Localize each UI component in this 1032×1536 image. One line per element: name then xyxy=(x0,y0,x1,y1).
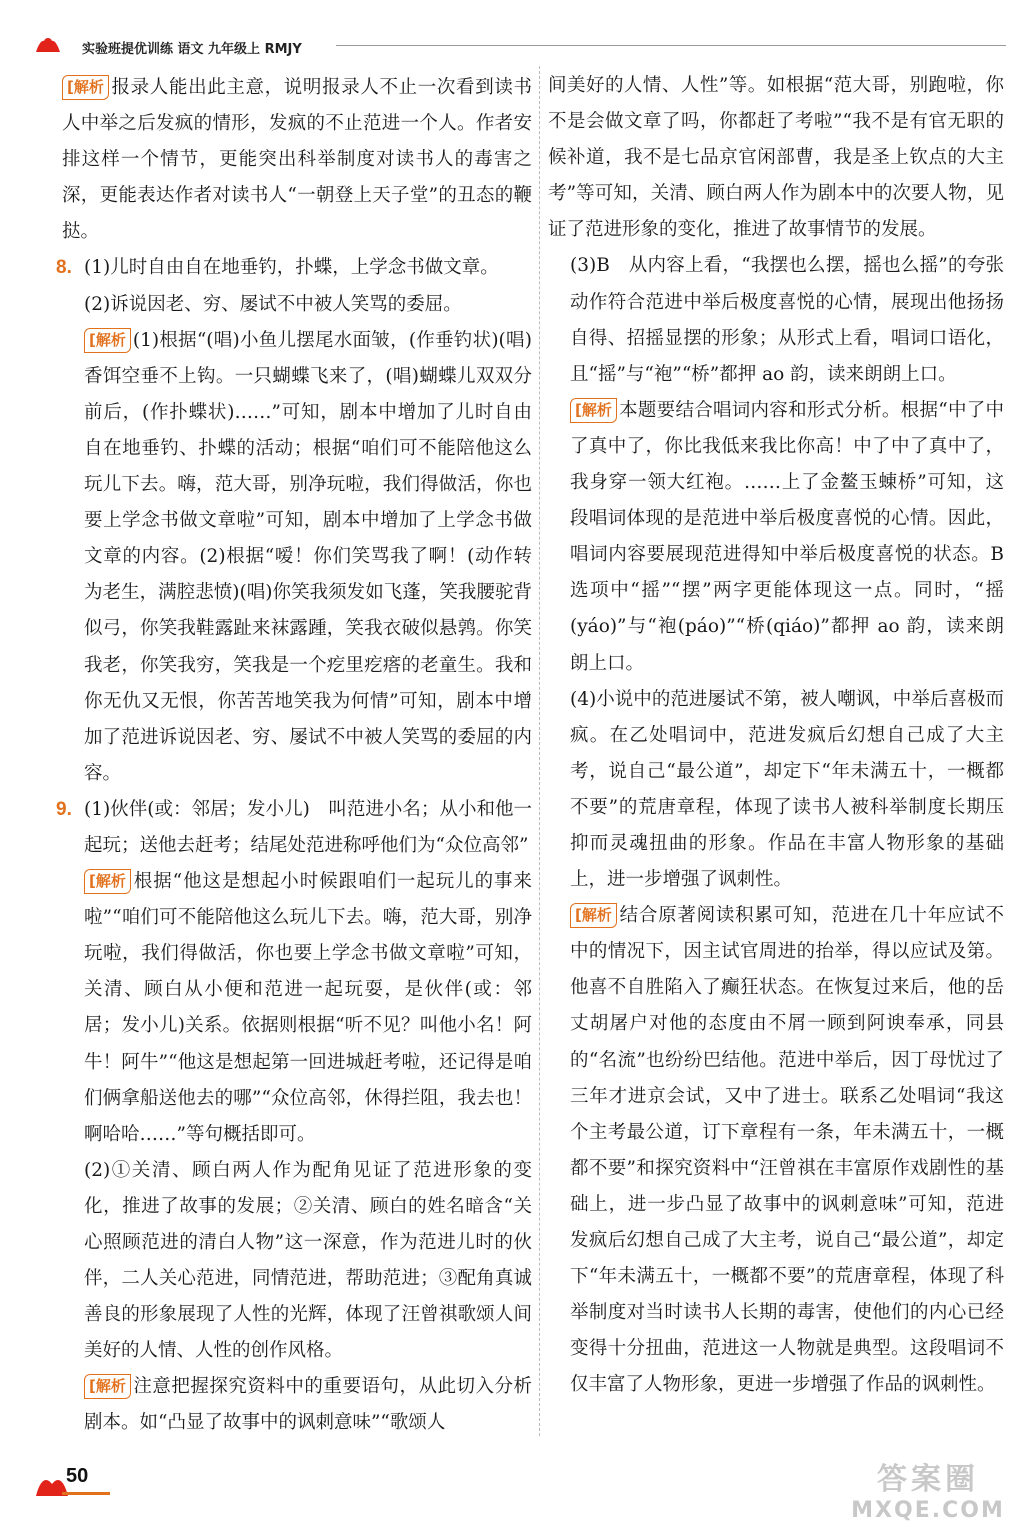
left-column xyxy=(56,70,532,1442)
answer-9-4: (4)小说中的范进屡试不第，被人嘲讽，中举后喜极而疯。在乙处唱词中，范进发疯后幻想自己成了大主考，说自己“最公道”，却定下“年未满五十，一概都不要”的荒唐章程，体现了读书人被科举制度长期压抑而灵魂扭曲的形象。作品在丰富人物形象的基础上，进一步增强了讽刺性。 xyxy=(570,688,1004,891)
analysis-paragraph: [解析 本题要结合唱词内容和形式分析。根据“中了中了真中了，你比我低来我比你高！中了中了真中了，我身穿一领大红袍。……上了金鳌玉蝀桥”可知，这段唱词体现的是范进中举后极度喜悦的心情。因此，唱词内容要展现范进得知中举后极度喜悦的状态。B选项中“摇”“摆”两字更能体现这一点。同时，“摇(yáo)”与“袍(páo)”“桥(qiáo)”都押 ao 韵，读来朗朗上口。 xyxy=(570,399,1004,674)
book-logo-icon xyxy=(34,36,62,54)
analysis-tag: [解析 xyxy=(84,1374,131,1399)
question-number: 9. xyxy=(56,798,72,820)
question-8 xyxy=(56,250,532,286)
site-watermark xyxy=(832,1462,1024,1532)
analysis-paragraph: [解析 根据“他这是想起小时候跟咱们一起玩儿的事来啦”“咱们可不能陪他这么玩儿下去。嗨，范大哥，别净玩啦，我们得做活，你也要上学念书做文章啦”可知，关清、顾白从小便和范进一起玩耍，是伙伴(或：邻居；发小儿)关系。依据则根据“听不见？叫他小名！阿牛！阿牛”“他这是想起第一回进城赶考啦，还记得是咱们俩拿船送他去的哪”“众位高邻，休得拦阻，我去也！啊哈哈……”等句概括即可。 xyxy=(84,871,532,1145)
analysis-paragraph: [解析 结合原著阅读积累可知，范进在几十年应试不中的情况下，因主试官周进的抬举，得以应试及第。他喜不自胜陷入了癫狂状态。在恢复过来后，他的岳丈胡屠户对他的态度由不屑一顾到阿谀奉承，同县的“名流”也纷纷巴结他。范进中举后，因丁母忧过了三年才进京会试，又中了进士。联系乙处唱词“我这个主考最公道，订下章程有一条，年未满五十，一概都不要”和探究资料中“汪曾祺在丰富原作戏剧性的基础上，进一步凸显了故事中的讽刺意味”可知，范进发疯后幻想自己成了大主考，说自己“最公道”，却定下“年未满五十，一概都不要”的荒唐章程，体现了科举制度对当时读书人长期的毒害，使他们的内心已经变得十分扭曲，范进这一人物就是典型。这段唱词不仅丰富了人物形象，更进一步增强了作品的讽刺性。 xyxy=(570,905,1004,1396)
analysis-tag: [解析 xyxy=(570,398,617,423)
answer-8-2: (2)诉说因老、穷、屡试不中被人笑骂的委屈。 xyxy=(84,293,462,315)
analysis-paragraph: [解析 报录人能出此主意，说明报录人不止一次看到读书人中举之后发疯的情形，发疯的不止范进一个人。作者安排这样一个情节，更能突出科举制度对读书人的毒害之深，更能表达作者对读书人“一朝登上天子堂”的丑态的鞭挞。 xyxy=(62,77,532,243)
column-divider xyxy=(539,66,540,1436)
answer-9-3: (3)B 从内容上看，“我摆也么摆，摇也么摇”的夸张动作符合范进中举后极度喜悦的心情，展现出他扬扬自得、招摇显摆的形象；从形式上看，唱词口语化，且“摇”与“袍”“桥”都押 ao 韵，读来朗朗上口。 xyxy=(570,255,1004,385)
analysis-paragraph: [解析 注意把握探究资料中的重要语句，从此切入分析剧本。如“凸显了故事中的讽刺意味”“歌颂人 xyxy=(84,1376,532,1434)
analysis-continuation: 间美好的人情、人性”等。如根据“范大哥，别跑啦，你不是会做文章了吗，你都赶了考啦”“我不是有官无职的候补道，我不是七品京官闲部曹，我是圣上钦点的大主考”等可知，关清、顾白两人作为剧本中的次要人物，见证了范进形象的变化，推进了故事情节的发展。 xyxy=(548,75,1004,241)
analysis-paragraph: [解析 (1)根据“(唱)小鱼儿摆尾水面皱，(作垂钓状)(唱)香饵空垂不上钩。一只蝴蝶飞来了，(唱)蝴蝶儿双双分前后，(作扑蝶状)……”可知，剧本中增加了儿时自由自在地垂钓、扑蝶的活动；根据“咱们可不能陪他这么玩儿下去。嗨，范大哥，别净玩啦，我们得做活，你也要上学念书做文章啦”可知，剧本中增加了上学念书做文章的内容。(2)根据“嗳！你们笑骂我了啊！(动作转为老生，满腔悲愤)(唱)你笑我须发如飞蓬，笑我腰驼背似弓，你笑我鞋露趾来袜露踵，笑我衣破似悬鹑。你笑我老，你笑我穷，笑我是一个疙里疙瘩的老童生。我和你无仇又无恨，你苦苦地笑我为何情”可知，剧本中增加了范进诉说因老、穷、屡试不中被人笑骂的委屈的内容。 xyxy=(84,329,532,784)
book-title: 实验班提优训练 语文 九年级上 RMJY xyxy=(82,42,302,57)
header-rule xyxy=(336,45,1006,46)
watermark-logo-text: 答案圈 xyxy=(877,1462,979,1497)
watermark-url: MXQE.COM xyxy=(851,1498,1005,1523)
analysis-tag: [解析 xyxy=(62,75,109,100)
question-9 xyxy=(56,792,532,864)
right-column xyxy=(548,68,1004,1403)
page-number: 50 xyxy=(66,1465,89,1487)
analysis-tag: [解析 xyxy=(84,328,131,353)
answer-9-2: (2)①关清、顾白两人作为配角见证了范进形象的变化，推进了故事的发展；②关清、顾白的姓名暗含“关心照顾范进的清白人物”这一深意，作为范进儿时的伙伴，二人关心范进，同情范进，帮助范进；③配角真诚善良的形象展现了人性的光辉，体现了汪曾祺歌颂人间美好的人情、人性的创作风格。 xyxy=(84,1159,532,1362)
analysis-tag: [解析 xyxy=(570,903,617,928)
answer-9-1: (1)伙伴(或：邻居；发小儿) 叫范进小名；从小和他一起玩；送他去赶考；结尾处范进称呼他们为“众位高邻” xyxy=(84,798,532,856)
question-number: 8. xyxy=(56,257,72,279)
answer-8-1: (1)儿时自由自在地垂钓，扑蝶，上学念书做文章。 xyxy=(84,257,499,279)
page-header xyxy=(0,0,1032,60)
analysis-tag: [解析 xyxy=(84,869,131,894)
